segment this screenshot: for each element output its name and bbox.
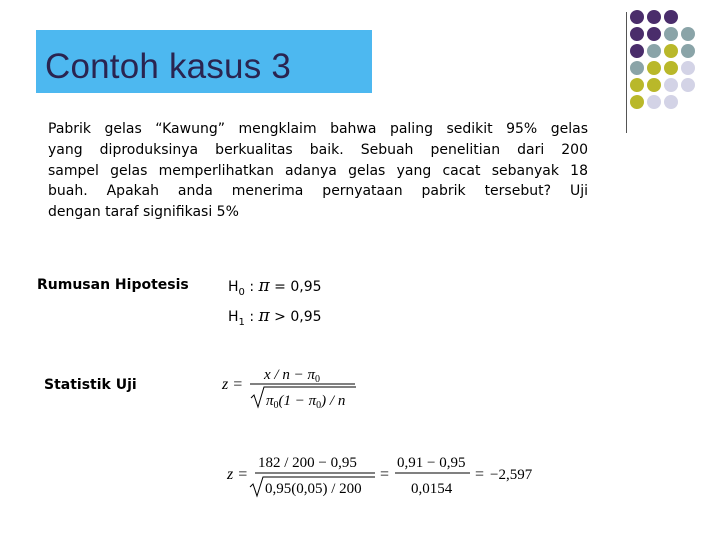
equals-sign: = — [475, 466, 485, 483]
decorative-dot — [664, 95, 678, 109]
decorative-dot — [681, 27, 695, 41]
decorative-dot — [647, 27, 661, 41]
decorative-dot — [681, 61, 695, 75]
test-statistic-formula — [220, 362, 370, 412]
problem-line: yang diproduksinya berkualitas baik. Sebuah penelitian dari 200 — [48, 141, 588, 158]
computation-numerator-2: 0,91 − 0,95 — [397, 455, 466, 471]
test-statistic-label: Statistik Uji — [44, 377, 137, 393]
problem-line: dengan taraf signifikasi 5% — [48, 204, 239, 221]
computation-numerator: 182 / 200 − 0,95 — [258, 455, 357, 471]
decorative-dot — [664, 44, 678, 58]
problem-line: buah. Apakah anda menerima pernyataan pabrik tersebut? Uji — [48, 183, 588, 200]
problem-line: sampel gelas memperlihatkan adanya gelas yang cacat sebanyak 18 — [48, 162, 588, 179]
decorative-dot — [630, 10, 644, 24]
decorative-dot — [681, 78, 695, 92]
computation-result: −2,597 — [490, 467, 533, 483]
decorative-dot — [664, 61, 678, 75]
decorative-dot — [664, 27, 678, 41]
test-statistic-computation — [225, 448, 545, 498]
decorative-dot — [630, 95, 644, 109]
hypothesis-label: Rumusan Hipotesis — [37, 277, 189, 293]
decorative-dot — [647, 44, 661, 58]
formula-lhs: z = — [222, 376, 244, 393]
computation-denominator-2: 0,0154 — [411, 481, 453, 497]
equals-sign: = — [380, 466, 390, 483]
computation-lhs: z = — [227, 466, 249, 483]
formula-denominator: $\pi_0(1 - \pi_0) / n$ — [266, 393, 346, 411]
null-hypothesis: $H_0$ : π = 0,95 — [228, 276, 322, 298]
formula-numerator: $x / n - \pi_0$ — [264, 367, 320, 385]
decorative-dot — [664, 78, 678, 92]
decorative-dot — [630, 61, 644, 75]
computation-denominator: 0,95(0,05) / 200 — [265, 481, 362, 497]
decorative-dot — [647, 10, 661, 24]
slide-title: Contoh kasus 3 — [45, 47, 292, 86]
divider-line — [626, 12, 627, 133]
decorative-dot — [681, 44, 695, 58]
problem-line: Pabrik gelas “Kawung” mengklaim bahwa paling sedikit 95% gelas — [48, 121, 588, 137]
decorative-dot — [630, 78, 644, 92]
decorative-dot — [647, 95, 661, 109]
decorative-dot — [647, 78, 661, 92]
alternative-hypothesis: $H_1$ : π > 0,95 — [228, 306, 322, 328]
problem-paragraph — [48, 119, 588, 223]
decorative-dot — [630, 44, 644, 58]
decorative-dot — [664, 10, 678, 24]
decorative-dot — [630, 27, 644, 41]
decorative-dot — [647, 61, 661, 75]
